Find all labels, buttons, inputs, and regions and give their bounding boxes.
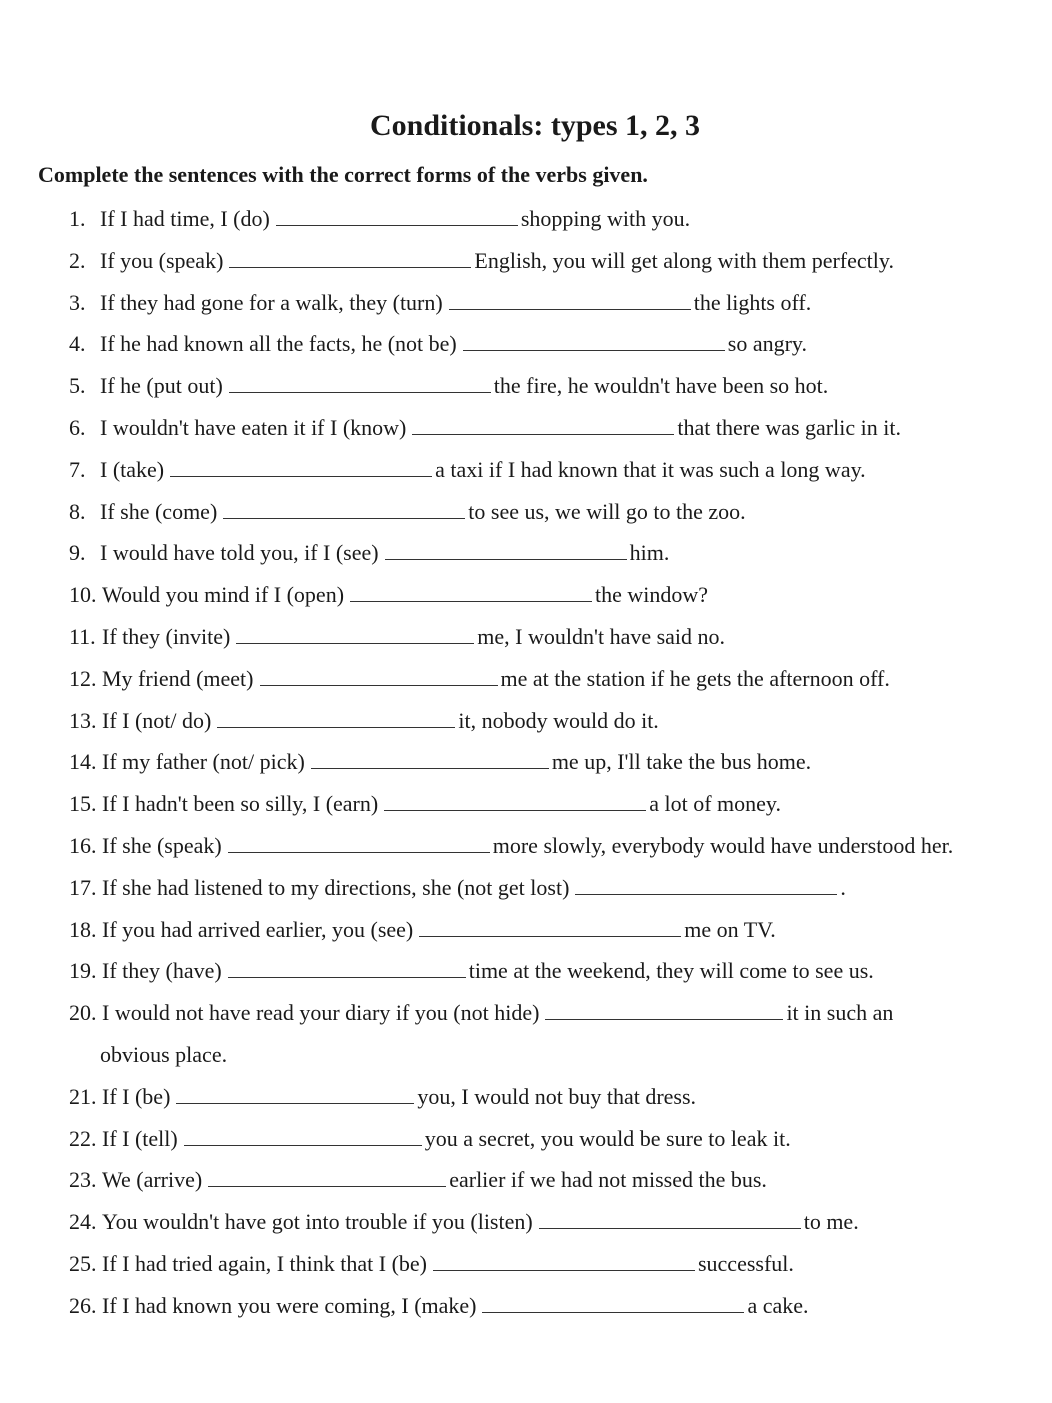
sentence-start: If I hadn't been so silly, I (earn) [102, 791, 379, 817]
item-number: 1. [69, 206, 86, 231]
exercise-item [0, 783, 1052, 825]
answer-blank[interactable] [228, 832, 490, 853]
sentence-start: I (take) [100, 456, 165, 482]
item-number: 18. [69, 916, 97, 942]
answer-blank[interactable] [384, 790, 646, 811]
exercise-item [0, 532, 1052, 574]
answer-blank[interactable] [419, 916, 681, 937]
item-sentence [100, 240, 894, 282]
item-number: 23. [69, 1167, 97, 1193]
item-sentence [102, 574, 708, 616]
sentence-start: I wouldn't have eaten it if I (know) [100, 414, 407, 440]
exercise-item [0, 407, 1052, 449]
page-title: Conditionals: types 1, 2, 3 [369, 109, 701, 142]
sentence-end: me up, I'll take the bus home. [551, 749, 812, 775]
sentence-end: time at the weekend, they will come to see us. [468, 958, 874, 984]
item-number: 6. [69, 414, 86, 440]
answer-blank[interactable] [311, 748, 549, 769]
answer-blank[interactable] [385, 539, 627, 560]
item-number: 4. [69, 331, 86, 357]
sentence-start: Would you mind if I (open) [102, 582, 345, 608]
exercise-item [0, 449, 1052, 491]
item-sentence [102, 1118, 791, 1160]
exercise-item [0, 1243, 1052, 1285]
answer-blank[interactable] [228, 957, 466, 978]
sentence-end: it in such an [786, 1000, 894, 1026]
item-number: 24. [69, 1209, 97, 1235]
sentence-end: me on TV. [684, 916, 776, 942]
exercise-item [0, 909, 1052, 951]
exercise-item [0, 700, 1052, 742]
exercise-item [0, 1285, 1052, 1327]
exercise-item [0, 867, 1052, 909]
exercise-list [0, 198, 1052, 1327]
item-number: 13. [69, 707, 97, 733]
answer-blank[interactable] [229, 372, 491, 393]
sentence-start: If I had time, I (do) [100, 206, 270, 231]
sentence-start: If he had known all the facts, he (not be) [100, 331, 457, 357]
exercise-item [0, 1118, 1052, 1160]
exercise-item [0, 1159, 1052, 1201]
sentence-end: me, I wouldn't have said no. [477, 623, 726, 649]
item-sentence [102, 700, 659, 742]
sentence-start: I would not have read your diary if you (not hide) [102, 1000, 540, 1026]
sentence-start: If she had listened to my directions, she (not get lost) [102, 874, 570, 900]
exercise-item [0, 825, 1052, 867]
answer-blank[interactable] [208, 1166, 446, 1187]
instructions: Complete the sentences with the correct forms of the verbs given. [38, 162, 648, 187]
sentence-start: If they had gone for a walk, they (turn) [100, 289, 443, 315]
exercise-item [0, 323, 1052, 365]
item-sentence [100, 198, 690, 240]
sentence-start: You wouldn't have got into trouble if you (listen) [102, 1209, 533, 1235]
sentence-end: to me. [803, 1209, 859, 1235]
item-sentence [102, 1285, 809, 1327]
sentence-start: If he (put out) [100, 373, 223, 399]
item-sentence [102, 825, 953, 867]
sentence-end: to see us, we will go to the zoo. [468, 498, 746, 524]
sentence-start: If she (come) [100, 498, 218, 524]
answer-blank[interactable] [236, 623, 474, 644]
exercise-item [0, 282, 1052, 324]
answer-blank[interactable] [539, 1208, 801, 1229]
item-sentence [102, 1201, 859, 1243]
sentence-end: a lot of money. [649, 791, 781, 817]
item-number: 9. [69, 540, 86, 566]
answer-blank[interactable] [217, 707, 455, 728]
sentence-start: If you had arrived earlier, you (see) [102, 916, 414, 942]
sentence-end: . [840, 874, 846, 900]
sentence-end: me at the station if he gets the afternoon off. [500, 665, 890, 691]
sentence-start: If they (have) [102, 958, 222, 984]
item-number: 17. [69, 874, 97, 900]
sentence-start: If I (be) [102, 1083, 171, 1109]
item-number: 2. [69, 247, 86, 273]
item-sentence [102, 1159, 767, 1201]
exercise-item [0, 992, 1052, 1034]
sentence-start: If I had known you were coming, I (make) [102, 1292, 477, 1318]
answer-blank[interactable] [170, 456, 432, 477]
sentence-continuation: obvious place. [100, 1041, 228, 1067]
sentence-end: that there was garlic in it. [677, 414, 901, 440]
item-sentence [102, 741, 811, 783]
exercise-item [0, 365, 1052, 407]
sentence-end: the window? [595, 582, 709, 608]
item-sentence [100, 491, 746, 533]
item-sentence [102, 909, 776, 951]
item-number: 20. [69, 1000, 97, 1026]
item-number: 22. [69, 1125, 97, 1151]
item-number: 25. [69, 1250, 97, 1276]
item-sentence [102, 992, 893, 1034]
sentence-end: earlier if we had not missed the bus. [449, 1167, 767, 1193]
sentence-end: you a secret, you would be sure to leak it. [424, 1125, 791, 1151]
item-number: 8. [69, 498, 86, 524]
item-sentence [100, 407, 901, 449]
sentence-end: English, you will get along with them perfectly. [474, 247, 894, 273]
sentence-end: the fire, he wouldn't have been so hot. [493, 373, 829, 399]
answer-blank[interactable] [463, 330, 725, 351]
sentence-start: I would have told you, if I (see) [100, 540, 379, 566]
exercise-item [0, 491, 1052, 533]
sentence-end: it, nobody would do it. [458, 707, 659, 733]
sentence-start: If I had tried again, I think that I (be) [102, 1250, 427, 1276]
answer-blank[interactable] [412, 414, 674, 435]
item-number: 10. [69, 582, 97, 608]
answer-blank[interactable] [260, 665, 498, 686]
exercise-item [0, 741, 1052, 783]
answer-blank[interactable] [176, 1083, 414, 1104]
sentence-start: We (arrive) [102, 1167, 203, 1193]
sentence-end: him. [629, 540, 670, 566]
item-number: 21. [69, 1083, 97, 1109]
item-sentence [100, 323, 807, 365]
sentence-end: more slowly, everybody would have understood her. [492, 832, 954, 858]
answer-blank[interactable] [229, 247, 471, 268]
exercise-item [0, 658, 1052, 700]
item-number: 3. [69, 289, 86, 315]
answer-blank[interactable] [482, 1292, 744, 1313]
item-number: 12. [69, 665, 97, 691]
item-number: 5. [69, 373, 86, 399]
sentence-end: a cake. [747, 1292, 809, 1318]
exercise-item [0, 1201, 1052, 1243]
sentence-start: If you (speak) [100, 247, 224, 273]
exercise-item [0, 1076, 1052, 1118]
item-sentence [102, 1243, 794, 1285]
answer-blank[interactable] [184, 1125, 422, 1146]
item-sentence [102, 867, 846, 909]
item-sentence [100, 532, 669, 574]
item-sentence [100, 365, 828, 407]
sentence-end: so angry. [727, 331, 807, 357]
item-number: 14. [69, 749, 97, 775]
answer-blank[interactable] [575, 874, 837, 895]
item-sentence [102, 658, 890, 700]
answer-blank[interactable] [449, 289, 691, 310]
item-sentence [100, 282, 811, 324]
sentence-start: If my father (not/ pick) [102, 749, 305, 775]
exercise-item [0, 240, 1052, 282]
item-sentence [102, 783, 781, 825]
sentence-end: successful. [697, 1250, 794, 1276]
exercise-item [0, 616, 1052, 658]
sentence-end: you, I would not buy that dress. [417, 1083, 697, 1109]
item-sentence [102, 1076, 696, 1118]
answer-blank[interactable] [350, 581, 592, 602]
answer-blank[interactable] [276, 205, 518, 226]
item-number: 26. [69, 1292, 97, 1318]
sentence-start: If she (speak) [102, 832, 222, 858]
item-sentence [100, 449, 866, 491]
sentence-start: If I (not/ do) [102, 707, 212, 733]
answer-blank[interactable] [545, 999, 783, 1020]
item-number: 16. [69, 832, 97, 858]
item-number: 11. [69, 623, 96, 649]
item-sentence [102, 950, 874, 992]
item-number: 15. [69, 791, 97, 817]
sentence-start: If they (invite) [102, 623, 231, 649]
sentence-end: the lights off. [693, 289, 812, 315]
sentence-start: If I (tell) [102, 1125, 178, 1151]
item-number: 7. [69, 456, 86, 482]
sentence-end: a taxi if I had known that it was such a long way. [435, 456, 866, 482]
exercise-item [0, 574, 1052, 616]
answer-blank[interactable] [433, 1250, 695, 1271]
answer-blank[interactable] [223, 498, 465, 519]
exercise-item [0, 950, 1052, 992]
item-number: 19. [69, 958, 97, 984]
sentence-start: My friend (meet) [102, 665, 254, 691]
exercise-item [0, 198, 1052, 240]
sentence-continuation-line [0, 1034, 1052, 1076]
sentence-end: shopping with you. [520, 206, 691, 231]
item-sentence [102, 616, 725, 658]
